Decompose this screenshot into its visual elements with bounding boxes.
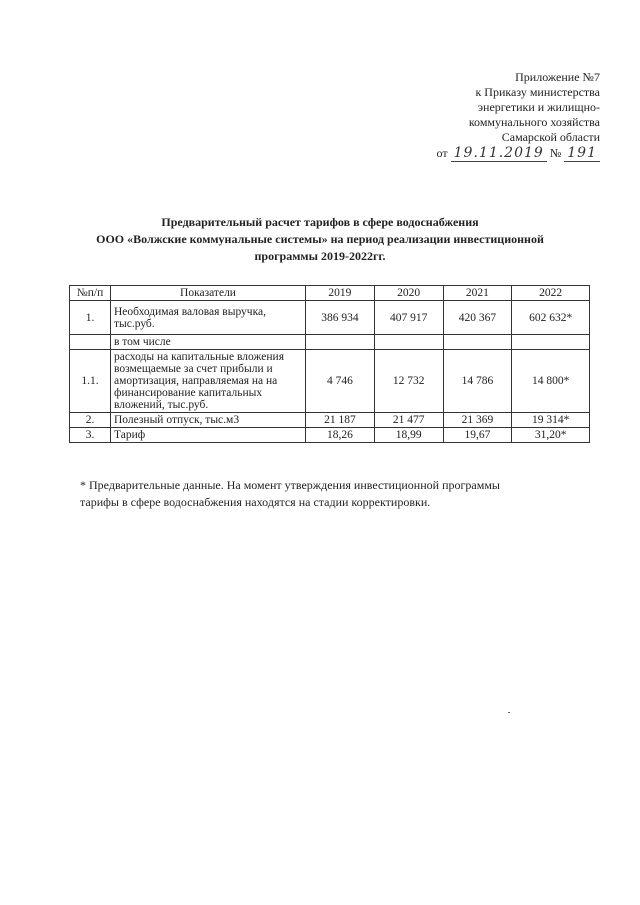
row-value: 21 477 xyxy=(374,413,443,428)
document-title xyxy=(80,214,560,265)
row-value: 19,67 xyxy=(443,428,512,443)
row-number xyxy=(70,335,111,350)
appendix-block xyxy=(380,70,600,161)
number-label: № xyxy=(549,146,562,160)
table-header-row xyxy=(70,286,590,301)
row-indicator: в том числе xyxy=(111,335,306,350)
header-year: 2021 xyxy=(443,286,512,301)
table-row xyxy=(70,428,590,443)
row-value: 420 367 xyxy=(443,301,512,335)
row-value: 31,20* xyxy=(512,428,590,443)
row-number: 1. xyxy=(70,301,111,335)
appendix-line: к Приказу министерства xyxy=(475,85,600,99)
footnote-line: тарифы в сфере водоснабжения находятся на стадии корректировки. xyxy=(80,495,431,509)
header-number: №п/п xyxy=(70,286,111,301)
table-row xyxy=(70,350,590,413)
row-value: 14 786 xyxy=(443,350,512,413)
appendix-line: Самарской области xyxy=(501,130,600,144)
row-value: 407 917 xyxy=(374,301,443,335)
from-label: от xyxy=(436,146,448,160)
row-number: 1.1. xyxy=(70,350,111,413)
row-value xyxy=(443,335,512,350)
appendix-line: коммунального хозяйства xyxy=(468,115,600,129)
tariff-table xyxy=(69,285,590,443)
row-indicator: Необходимая валовая выручка, тыс.руб. xyxy=(111,301,306,335)
row-value xyxy=(512,335,590,350)
row-value: 12 732 xyxy=(374,350,443,413)
title-line: ООО «Волжские коммунальные системы» на период реализации инвестиционной xyxy=(96,232,544,246)
row-value: 602 632* xyxy=(512,301,590,335)
appendix-line: энергетики и жилищно- xyxy=(477,100,600,114)
footnote-line: * Предварительные данные. На момент утверждения инвестиционной программы xyxy=(80,478,500,492)
row-value: 18,26 xyxy=(306,428,375,443)
header-year: 2019 xyxy=(306,286,375,301)
row-indicator: расходы на капитальные вложения возмещаемые за счет прибыли и амортизация, направляемая на на финансирование капитальных вложений, тыс.руб. xyxy=(111,350,306,413)
row-value xyxy=(306,335,375,350)
footnote xyxy=(80,477,560,511)
title-line: Предварительный расчет тарифов в сфере водоснабжения xyxy=(161,215,479,229)
table-row xyxy=(70,335,590,350)
row-number: 3. xyxy=(70,428,111,443)
row-value: 21 369 xyxy=(443,413,512,428)
row-value: 4 746 xyxy=(306,350,375,413)
order-date-number xyxy=(380,146,600,161)
row-value xyxy=(374,335,443,350)
header-year: 2022 xyxy=(512,286,590,301)
row-indicator: Тариф xyxy=(111,428,306,443)
row-number: 2. xyxy=(70,413,111,428)
header-indicator: Показатели xyxy=(111,286,306,301)
table-row xyxy=(70,301,590,335)
row-value: 14 800* xyxy=(512,350,590,413)
row-indicator: Полезный отпуск, тыс.м3 xyxy=(111,413,306,428)
scan-speck xyxy=(508,712,510,713)
title-line: программы 2019-2022гг. xyxy=(254,249,386,263)
row-value: 21 187 xyxy=(306,413,375,428)
row-value: 386 934 xyxy=(306,301,375,335)
row-value: 19 314* xyxy=(512,413,590,428)
header-year: 2020 xyxy=(374,286,443,301)
handwritten-number: 191 xyxy=(564,145,600,162)
table-row xyxy=(70,413,590,428)
appendix-line: Приложение №7 xyxy=(515,70,600,84)
row-value: 18,99 xyxy=(374,428,443,443)
handwritten-date: 19.11.2019 xyxy=(451,145,547,162)
